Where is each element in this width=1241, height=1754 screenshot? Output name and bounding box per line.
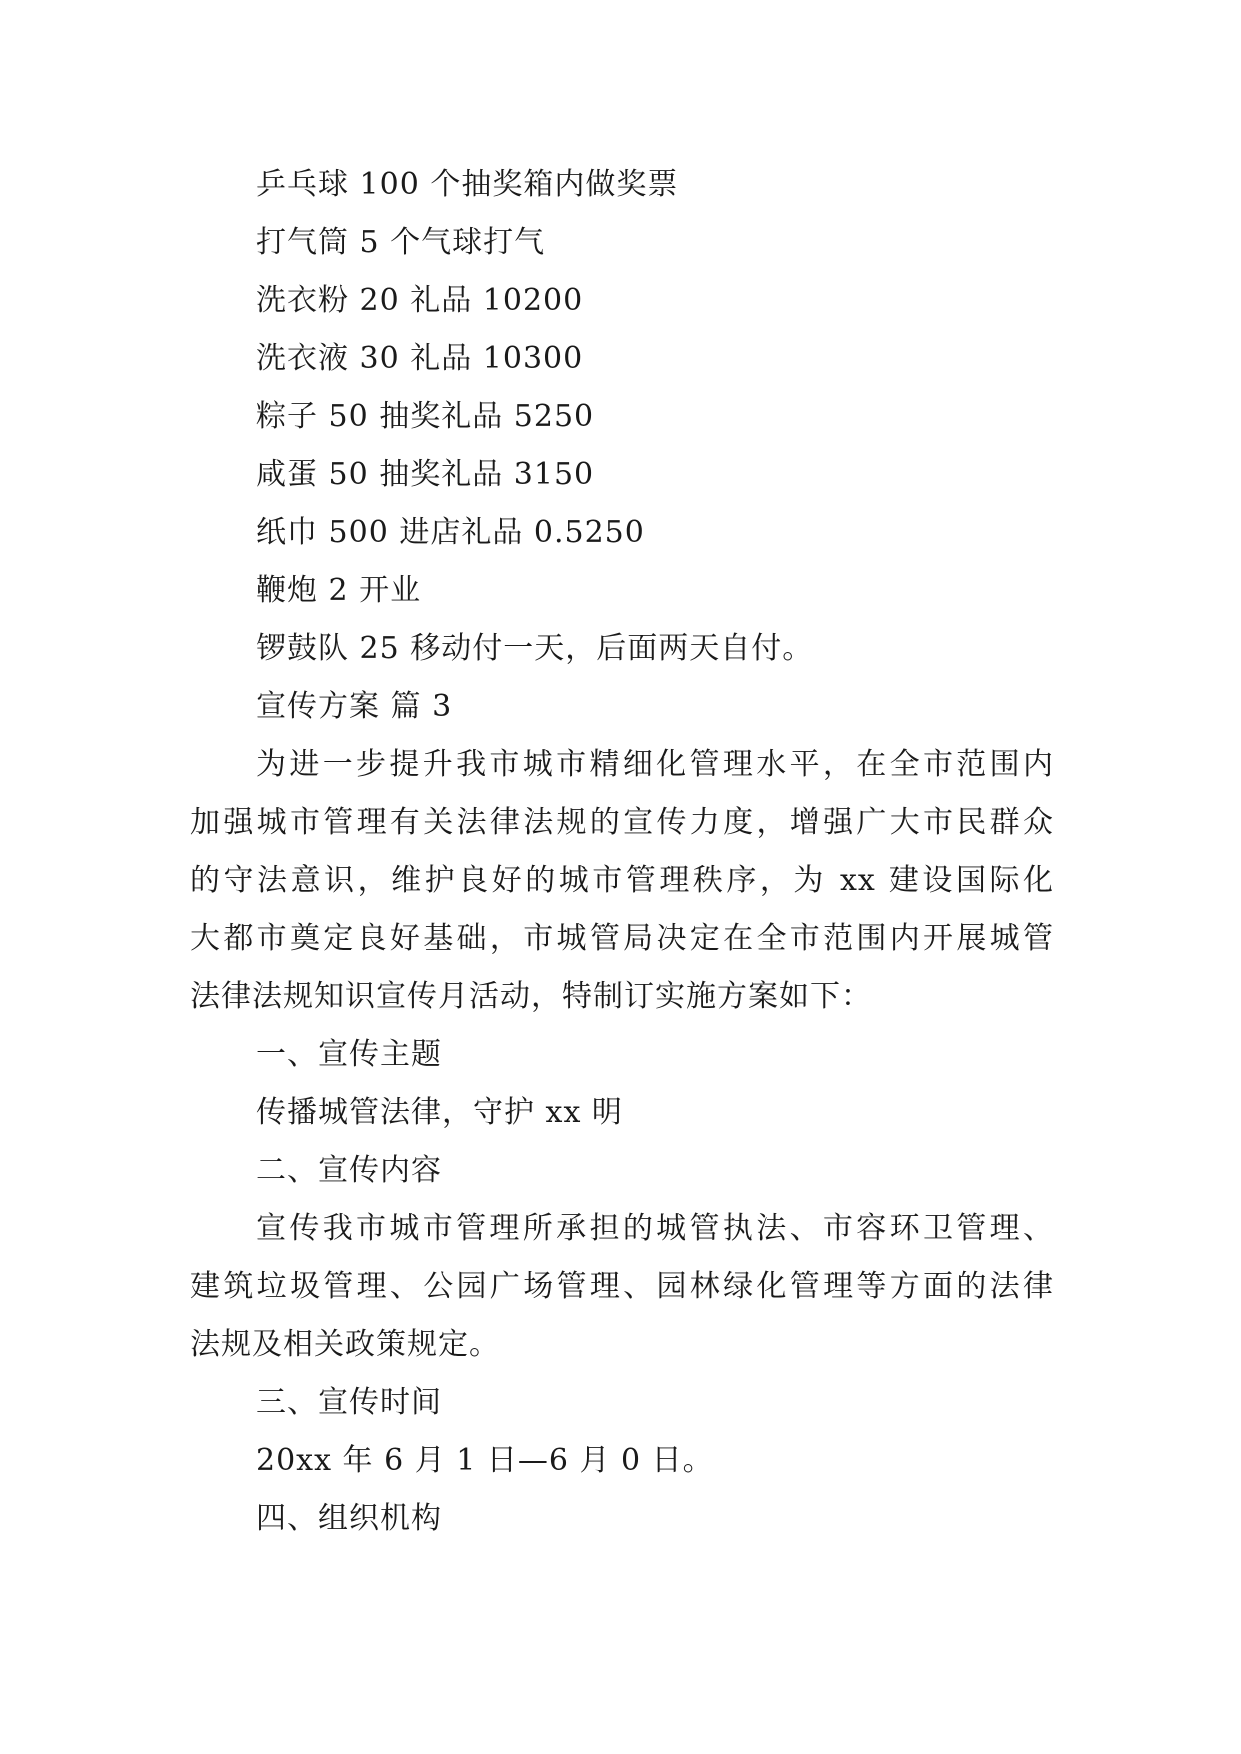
content-line: 法规及相关政策规定。 [190, 1327, 500, 1362]
heading-time: 三、宣传时间 [256, 1385, 442, 1420]
item-line: 粽子 50 抽奖礼品 5250 [256, 399, 595, 434]
heading-theme: 一、宣传主题 [256, 1037, 442, 1072]
item-line: 咸蛋 50 抽奖礼品 3150 [256, 457, 595, 492]
intro-line: 为进一步提升我市城市精细化管理水平，在全市范围内 [256, 747, 1054, 782]
heading-content: 二、宣传内容 [256, 1153, 442, 1188]
content-line: 宣传我市城市管理所承担的城管执法、市容环卫管理、 [256, 1211, 1054, 1246]
item-line: 锣鼓队 25 移动付一天，后面两天自付。 [256, 631, 814, 666]
item-line: 乒乓球 100 个抽奖箱内做奖票 [256, 167, 679, 202]
intro-line: 大都市奠定良好基础，市城管局决定在全市范围内开展城管 [190, 921, 1054, 956]
item-line: 纸巾 500 进店礼品 0.5250 [256, 515, 645, 550]
intro-line: 的守法意识，维护良好的城市管理秩序，为 xx 建设国际化 [190, 863, 1054, 898]
intro-line: 法律法规知识宣传月活动，特制订实施方案如下： [190, 979, 872, 1014]
item-line: 洗衣液 30 礼品 10300 [256, 341, 584, 376]
section-title: 宣传方案 篇 3 [256, 689, 453, 724]
item-line: 鞭炮 2 开业 [256, 573, 422, 608]
item-line: 打气筒 5 个气球打气 [256, 225, 546, 260]
intro-line: 加强城市管理有关法律法规的宣传力度，增强广大市民群众 [190, 805, 1054, 840]
heading-organization: 四、组织机构 [256, 1501, 442, 1536]
time-text: 20xx 年 6 月 1 日—6 月 0 日。 [256, 1443, 714, 1478]
content-line: 建筑垃圾管理、公园广场管理、园林绿化管理等方面的法律 [190, 1269, 1054, 1304]
theme-text: 传播城管法律，守护 xx 明 [256, 1095, 623, 1130]
item-line: 洗衣粉 20 礼品 10200 [256, 283, 584, 318]
